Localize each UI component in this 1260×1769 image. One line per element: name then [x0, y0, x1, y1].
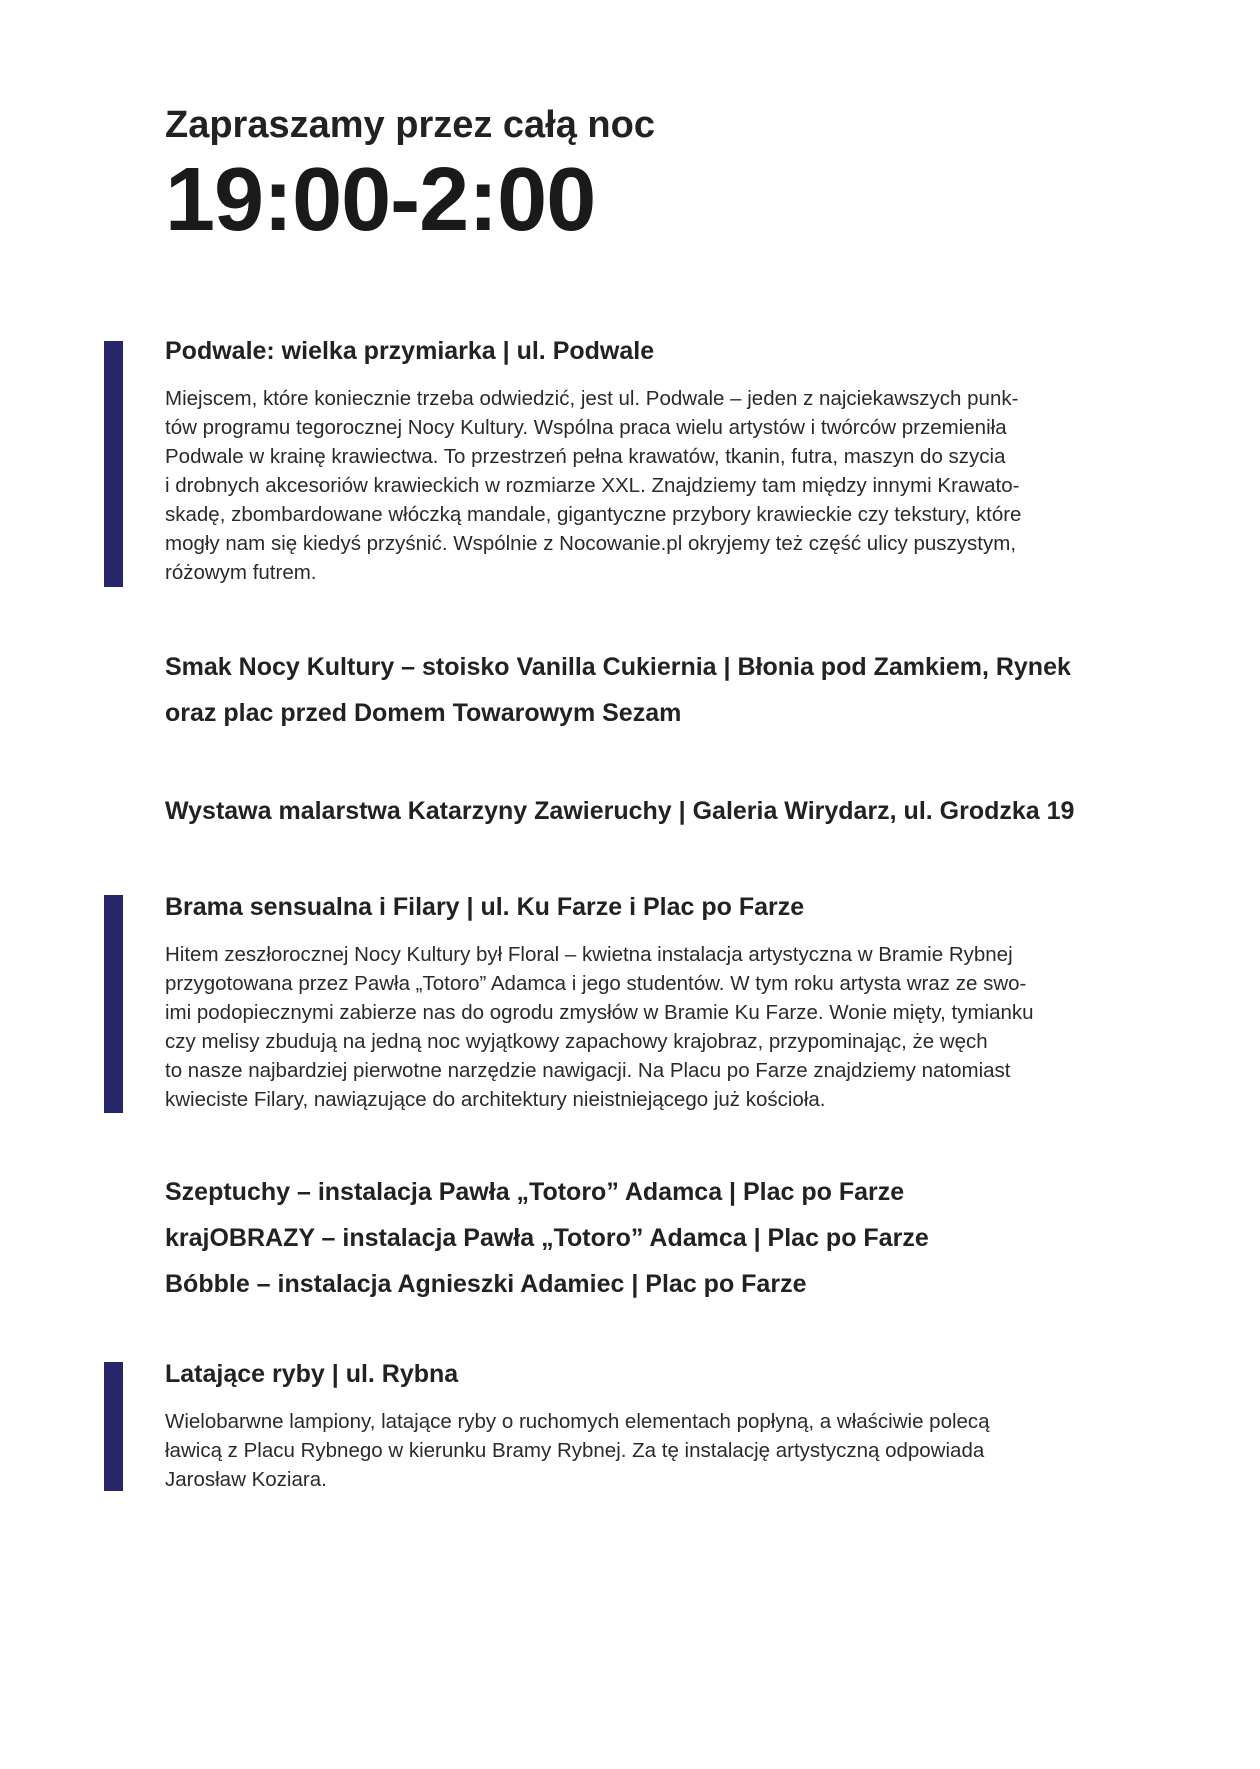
page-header: [165, 100, 1185, 250]
section-heading: Latające ryby | ul. Rybna: [165, 1360, 459, 1388]
section-heading-line: Szeptuchy – instalacja Pawła „Totoro” Adamca | Plac po Farze: [165, 1178, 905, 1206]
section-wystawa: [165, 788, 1185, 834]
section-heading: Brama sensualna i Filary | ul. Ku Farze i Plac po Farze: [165, 893, 805, 921]
section-heading-line: Bóbble – instalacja Agnieszki Adamiec | Plac po Farze: [165, 1270, 807, 1298]
section-accent-bar: [104, 341, 123, 587]
section-podwale: [165, 328, 1185, 587]
section-smak: [165, 644, 1185, 736]
section-accent-bar: [104, 1362, 123, 1491]
section-body: Hitem zeszłorocznej Nocy Kultury był Floral – kwietna instalacja artystyczna w Bramie Rybnej przygotowana przez Pawła „Totoro” Adamca i jego studentów. W tym roku artysta wraz ze swo- imi podopiecznymi zabierze nas do ogrodu zmysłów w Bramie Ku Farze. Wonie mięty, tymianku czy melisy zbudują na jedną noc wyjątkowy zapachowy krajobraz, przypominając, że węch to nasze najbardziej pierwotne narzędzie nawigacji. Na Placu po Farze znajdziemy natomiast kwieciste Filary, nawiązujące do architektury nieistniejącego już kościoła.: [165, 943, 1034, 1111]
section-ryby: [165, 1351, 1185, 1494]
page-subtitle: Zapraszamy przez całą noc: [165, 104, 655, 146]
section-heading-line: Smak Nocy Kultury – stoisko Vanilla Cukiernia | Błonia pod Zamkiem, Rynek: [165, 653, 1071, 681]
section-brama: [165, 884, 1185, 1114]
section-installations: [165, 1169, 1185, 1307]
section-body: Miejscem, które koniecznie trzeba odwiedzić, jest ul. Podwale – jeden z najciekawszych punk- tów programu tegorocznej Nocy Kultury. Wspólna praca wielu artystów i twórców przemieniła Podwale w krainę krawiectwa. To przestrzeń pełna krawatów, tkanin, futra, maszyn do szycia i drobnych akcesoriów krawieckich w rozmiarze XXL. Znajdziemy tam między innymi Krawato- skadę, zbombardowane włóczką mandale, gigantyczne przybory krawieckie czy tekstury, które mogły nam się kiedyś przyśnić. Wspólnie z Nocowanie.pl okryjemy też część ulicy puszystym, różowym futrem.: [165, 387, 1022, 584]
section-accent-bar: [104, 895, 123, 1113]
section-heading-line: oraz plac przed Domem Towarowym Sezam: [165, 699, 682, 727]
event-hours: 19:00-2:00: [165, 150, 596, 250]
section-heading: Wystawa malarstwa Katarzyny Zawieruchy | Galeria Wirydarz, ul. Grodzka 19: [165, 797, 1075, 825]
section-heading: Podwale: wielka przymiarka | ul. Podwale: [165, 337, 655, 365]
section-body: Wielobarwne lampiony, latające ryby o ruchomych elementach popłyną, a właściwie polecą ławicą z Placu Rybnego w kierunku Bramy Rybnej. Za tę instalację artystyczną odpowiada Jarosław Koziara.: [165, 1410, 990, 1491]
section-heading-line: krajOBRAZY – instalacja Pawła „Totoro” Adamca | Plac po Farze: [165, 1224, 929, 1252]
